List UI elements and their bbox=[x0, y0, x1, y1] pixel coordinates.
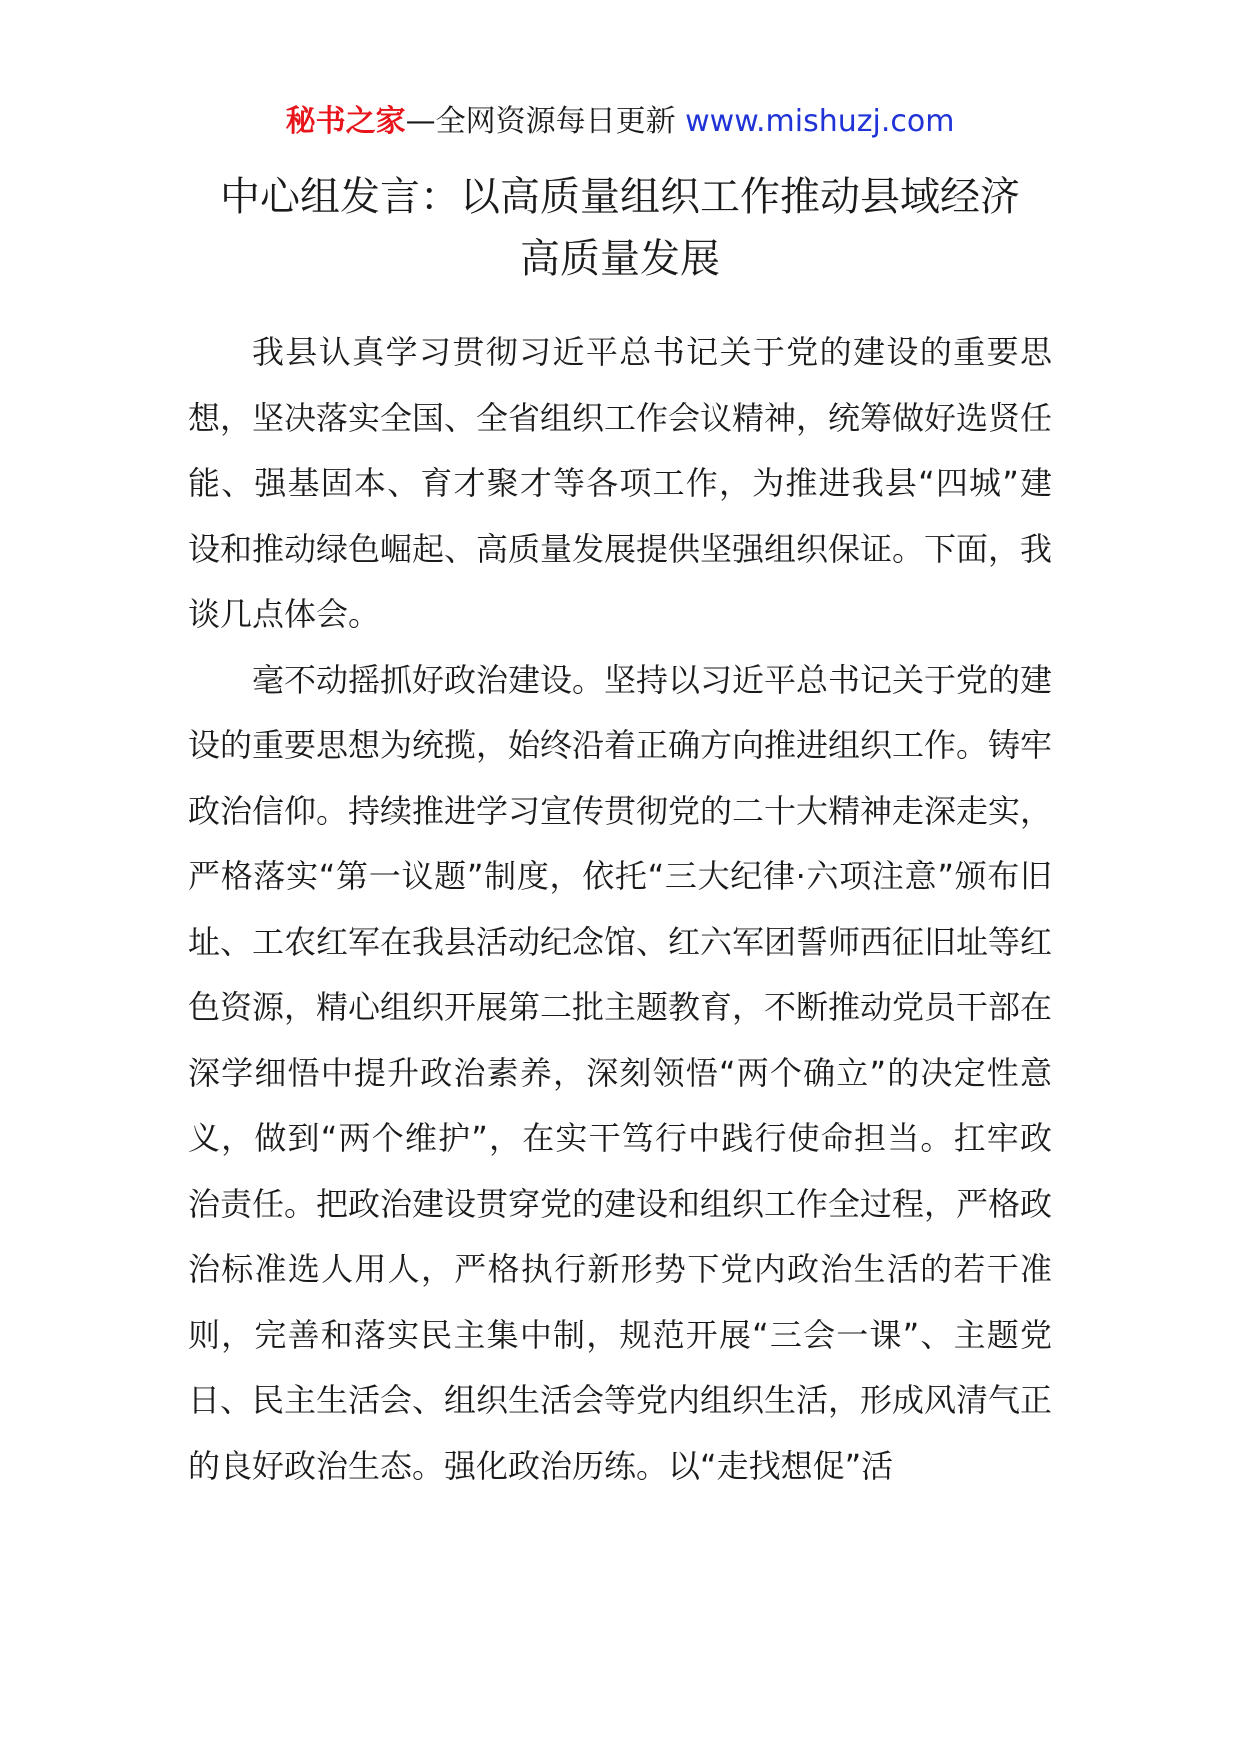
document-title bbox=[140, 166, 1100, 290]
site-url-link[interactable]: www.mishuzj.com bbox=[685, 104, 955, 139]
title-line-2: 高质量发展 bbox=[520, 236, 720, 282]
banner-tagline: —全网资源每日更新 bbox=[405, 104, 676, 139]
document-body bbox=[188, 320, 1052, 1499]
brand-name: 秘书之家 bbox=[285, 104, 406, 139]
site-banner bbox=[0, 100, 1240, 144]
paragraph-political-building: 毫不动摇抓好政治建设。坚持以习近平总书记关于党的建设的重要思想为统揽，始终沿着正确方向推进组织工作。铸牢政治信仰。持续推进学习宣传贯彻党的二十大精神走深走实，严格落实“第一议题”制度，依托“三大纪律·六项注意”颁布旧址、工农红军在我县活动纪念馆、红六军团誓师西征旧址等红色资源，精心组织开展第二批主题教育，不断推动党员干部在深学细悟中提升政治素养，深刻领悟“两个确立”的决定性意义，做到“两个维护”，在实干笃行中践行使命担当。扛牢政治责任。把政治建设贯穿党的建设和组织工作全过程，严格政治标准选人用人，严格执行新形势下党内政治生活的若干准则，完善和落实民主集中制，规范开展“三会一课”、主题党日、民主生活会、组织生活会等党内组织生活，形成风清气正的良好政治生态。强化政治历练。以“走找想促”活 bbox=[188, 660, 1053, 1485]
paragraph-intro: 我县认真学习贯彻习近平总书记关于党的建设的重要思想，坚决落实全国、全省组织工作会议精神，统筹做好选贤任能、强基固本、育才聚才等各项工作，为推进我县“四城”建设和推动绿色崛起、高质量发展提供坚强组织保证。下面，我谈几点体会。 bbox=[188, 333, 1053, 633]
title-line-1: 中心组发言：以高质量组织工作推动县域经济 bbox=[220, 174, 1020, 220]
